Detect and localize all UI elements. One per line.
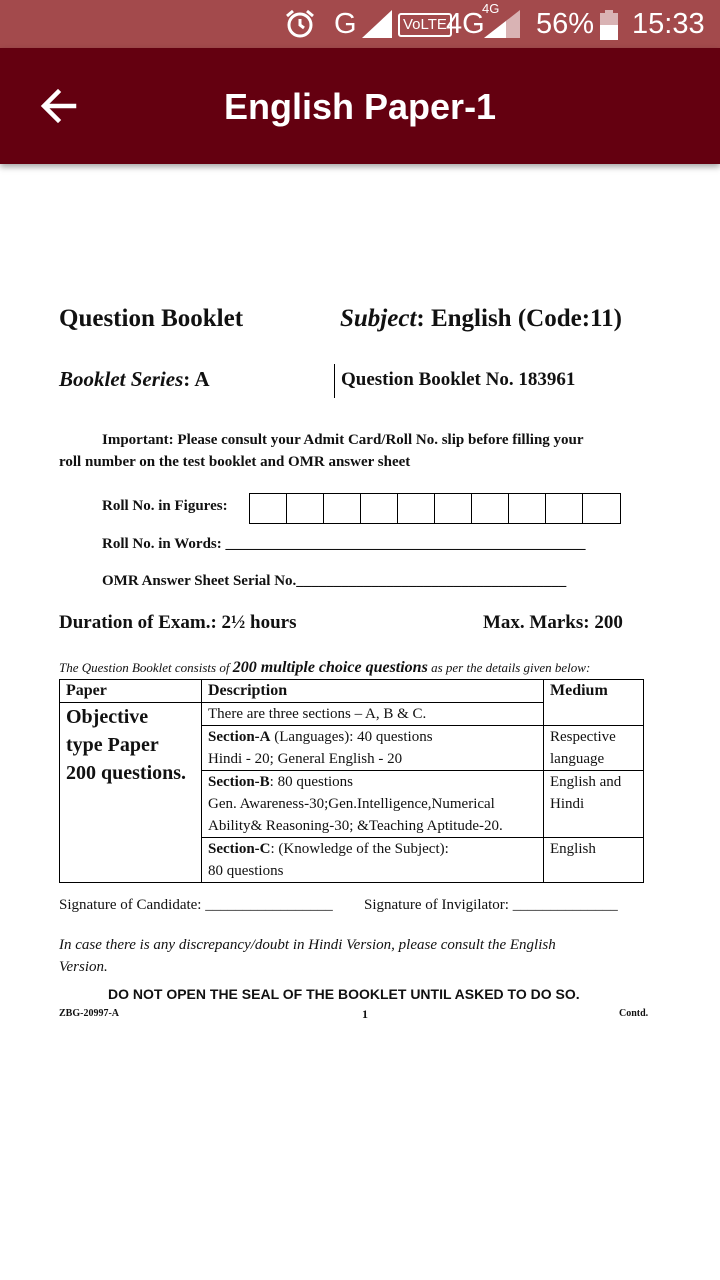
section-c-medium: English: [544, 838, 644, 883]
duration-text: Duration of Exam.: 2½ hours: [59, 612, 297, 633]
section-a-text: (Languages): 40 questions: [270, 729, 433, 745]
section-a-line-2: Hindi - 20; General English - 20: [208, 751, 403, 767]
important-line-1: Important: Please consult your Admit Card/Roll No. slip before filling your: [102, 432, 584, 448]
app-bar: [0, 48, 720, 164]
roll-words-label: Roll No. in Words: ________________________________________________: [102, 536, 586, 552]
alarm-clock-icon: [284, 8, 316, 40]
section-b-medium-1: English and: [550, 774, 622, 790]
section-a-medium: [544, 726, 644, 771]
network-4g-small-label: 4G: [482, 1, 500, 16]
section-c-label: Section-C: [208, 841, 271, 857]
subject-value: : English (Code:11): [416, 305, 622, 332]
signal-icon: [362, 10, 392, 38]
network-g-label: G: [334, 8, 357, 40]
booklet-number: Question Booklet No. 183961: [341, 369, 576, 390]
header-description: Description: [202, 680, 544, 703]
section-b-medium-2: Hindi: [550, 796, 585, 812]
footer-page-number: 1: [362, 1007, 368, 1021]
section-b-line-3: Ability& Reasoning-30; &Teaching Aptitude-20.: [208, 818, 503, 834]
seal-warning: DO NOT OPEN THE SEAL OF THE BOOKLET UNTIL ASKED TO DO SO.: [108, 986, 580, 1002]
subject-heading: [340, 305, 622, 333]
signal-icon-2: [484, 10, 520, 38]
table-row: [60, 703, 644, 726]
consists-bold: 200 multiple choice questions: [232, 659, 428, 676]
battery-percent: 56%: [536, 8, 595, 40]
header-medium: Medium: [544, 680, 644, 703]
subject-label: Subject: [340, 305, 417, 332]
series-label: Booklet Series: [59, 367, 184, 391]
discrepancy-line-2: Version.: [59, 959, 108, 975]
footer-contd: Contd.: [619, 1008, 649, 1019]
series-value: : A: [183, 367, 210, 391]
roll-figures-label: Roll No. in Figures:: [102, 498, 228, 514]
section-b-line-2: Gen. Awareness-30;Gen.Intelligence,Numerical: [208, 796, 495, 812]
header-paper: Paper: [60, 680, 202, 703]
section-a-medium-2: language: [550, 751, 605, 767]
row1-description: There are three sections – A, B & C.: [202, 703, 544, 726]
divider: [334, 364, 335, 398]
roll-number-boxes: [249, 493, 621, 524]
consists-text: [59, 659, 590, 677]
section-a-label: Section-A: [208, 729, 271, 745]
consists-post: as per the details given below:: [427, 660, 591, 675]
section-b-medium: [544, 771, 644, 838]
section-c-description: [202, 838, 544, 883]
footer-code: ZBG-20997-A: [59, 1008, 119, 1019]
document-page[interactable]: [0, 164, 720, 1280]
paper-cell: [60, 703, 202, 883]
section-b-description: [202, 771, 544, 838]
section-b-label: Section-B: [208, 774, 270, 790]
section-b-text: : 80 questions: [269, 774, 354, 790]
discrepancy-line-1: In case there is any discrepancy/doubt in Hindi Version, please consult the English: [59, 937, 556, 953]
signature-invigilator: Signature of Invigilator: ______________: [364, 897, 618, 913]
table-header-row: [60, 680, 644, 703]
series-heading: [59, 367, 210, 392]
important-line-2: roll number on the test booklet and OMR answer sheet: [59, 454, 411, 470]
signature-candidate: Signature of Candidate: _________________: [59, 897, 333, 913]
battery-icon: [600, 10, 618, 40]
consists-pre: The Question Booklet consists of: [59, 660, 233, 675]
omr-serial-label: OMR Answer Sheet Serial No.____________________________________: [102, 573, 567, 589]
clock-time: 15:33: [632, 8, 705, 40]
page-title: English Paper-1: [224, 86, 497, 127]
back-button[interactable]: [30, 76, 86, 132]
status-bar: [0, 0, 720, 48]
arrow-left-icon: [30, 76, 86, 132]
question-details-table: [59, 679, 644, 883]
paper-line-1: Objective: [66, 706, 149, 728]
paper-line-3: 200 questions.: [66, 762, 187, 784]
section-c-line-2: 80 questions: [208, 863, 284, 879]
booklet-title: Question Booklet: [59, 305, 244, 332]
paper-line-2: type Paper: [66, 734, 159, 756]
section-a-medium-1: Respective: [550, 729, 616, 745]
volte-badge: VoLTE: [398, 13, 452, 37]
max-marks-text: Max. Marks: 200: [483, 612, 623, 633]
section-c-text: : (Knowledge of the Subject):: [270, 841, 449, 857]
network-4g-label: 4G: [446, 8, 485, 40]
section-a-description: [202, 726, 544, 771]
row1-medium: [544, 703, 644, 726]
